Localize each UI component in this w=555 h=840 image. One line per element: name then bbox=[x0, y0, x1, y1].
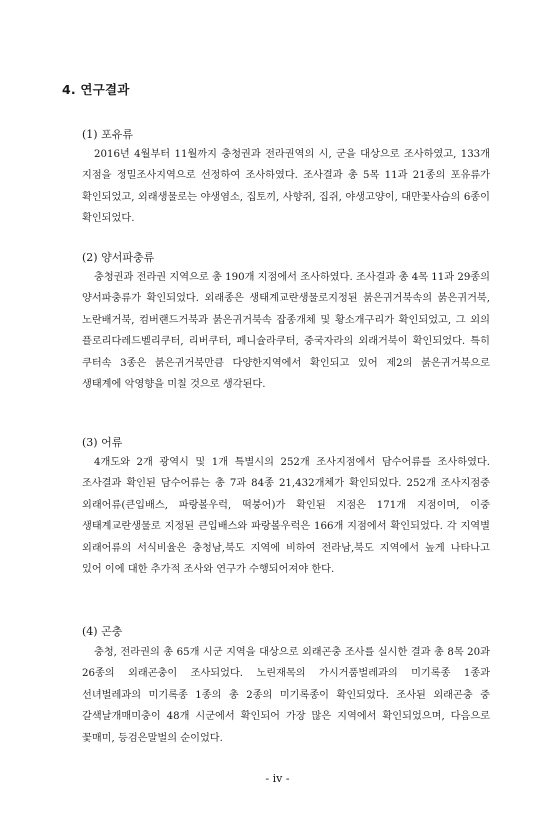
subsection-heading-amphibians-reptiles: (2) 양서파충류 bbox=[82, 251, 155, 264]
paragraph-amphibians-reptiles: 충청권과 전라권 지역으로 총 190개 지점에서 조사하였다. 조사결과 총 4목 11과 29종의 양서파충류가 확인되었다. 외래종은 생태계교란생물로지정된 붉은귀거북속의 붉은귀거북, 노란배거북, 컴버랜드거북과 붉은귀거북속 잡종개체 및 황소개구리가 확인되었고, 그 외의 플로리다레드벨리쿠터, 리버쿠터, 페니슐라쿠터, 중국자라의 외래거북이 확인되었다. 특히 쿠터속 3종은 붉은귀거북만큼 다양한지역에서 확인되고 있어 제2의 붉은귀거북으로 생태계에 악영향을 미칠 것으로 생각된다. bbox=[82, 272, 490, 391]
subsection-heading-fish: (3) 어류 bbox=[82, 436, 123, 449]
subsection-heading-insects: (4) 곤충 bbox=[82, 625, 123, 638]
subsection-heading-mammals: (1) 포유류 bbox=[82, 128, 133, 141]
paragraph-mammals: 2016년 4월부터 11월까지 충청권과 전라권역의 시, 군을 대상으로 조사하였고, 133개 지점을 정밀조사지역으로 선정하여 조사하였다. 조사결과 총 5목 11과 21종의 포유류가 확인되었고, 외래생물로는 야생염소, 집토끼, 사향쥐, 집쥐, 야생고양이, 대만꽃사슴의 6종이 확인되었다. bbox=[82, 149, 490, 225]
paragraph-fish: 4개도와 2개 광역시 및 1개 특별시의 252개 조사지점에서 담수어류를 조사하였다. 조사결과 확인된 담수어류는 총 7과 84종 21,432개체가 확인되었다. 252개 조사지점중 외래어류(큰입배스, 파랑볼우럭, 떡붕어)가 확인된 지점은 171개 지점이며, 이중 생태계교란생물로 지정된 큰입배스와 파랑볼우럭은 166개 지점에서 확인되었다. 각 지역별 외래어류의 서식비율은 충청남,북도 지역에 비하여 전라남,북도 지역에서 높게 나타나고 있어 이에 대한 추가적 조사와 연구가 수행되어져야 한다. bbox=[82, 457, 490, 576]
page-number: - iv - bbox=[265, 772, 290, 785]
paragraph-insects: 충청, 전라권의 총 65개 시군 지역을 대상으로 외래곤충 조사를 실시한 결과 총 8목 20과 26종의 외래곤충이 조사되었다. 노린재목의 가시거품벌레과의 미기록종 1종과 선녀벌레과의 미기록종 1종의 총 2종의 미기록종이 확인되었다. 조사된 외래곤충 중 갈색날개매미충이 48개 시군에서 확인되어 가장 많은 지역에서 확인되었으며, 다음으로 꽃매미, 등검은말벌의 순이었다. bbox=[82, 647, 490, 744]
section-title: 4. 연구결과 bbox=[62, 82, 130, 97]
